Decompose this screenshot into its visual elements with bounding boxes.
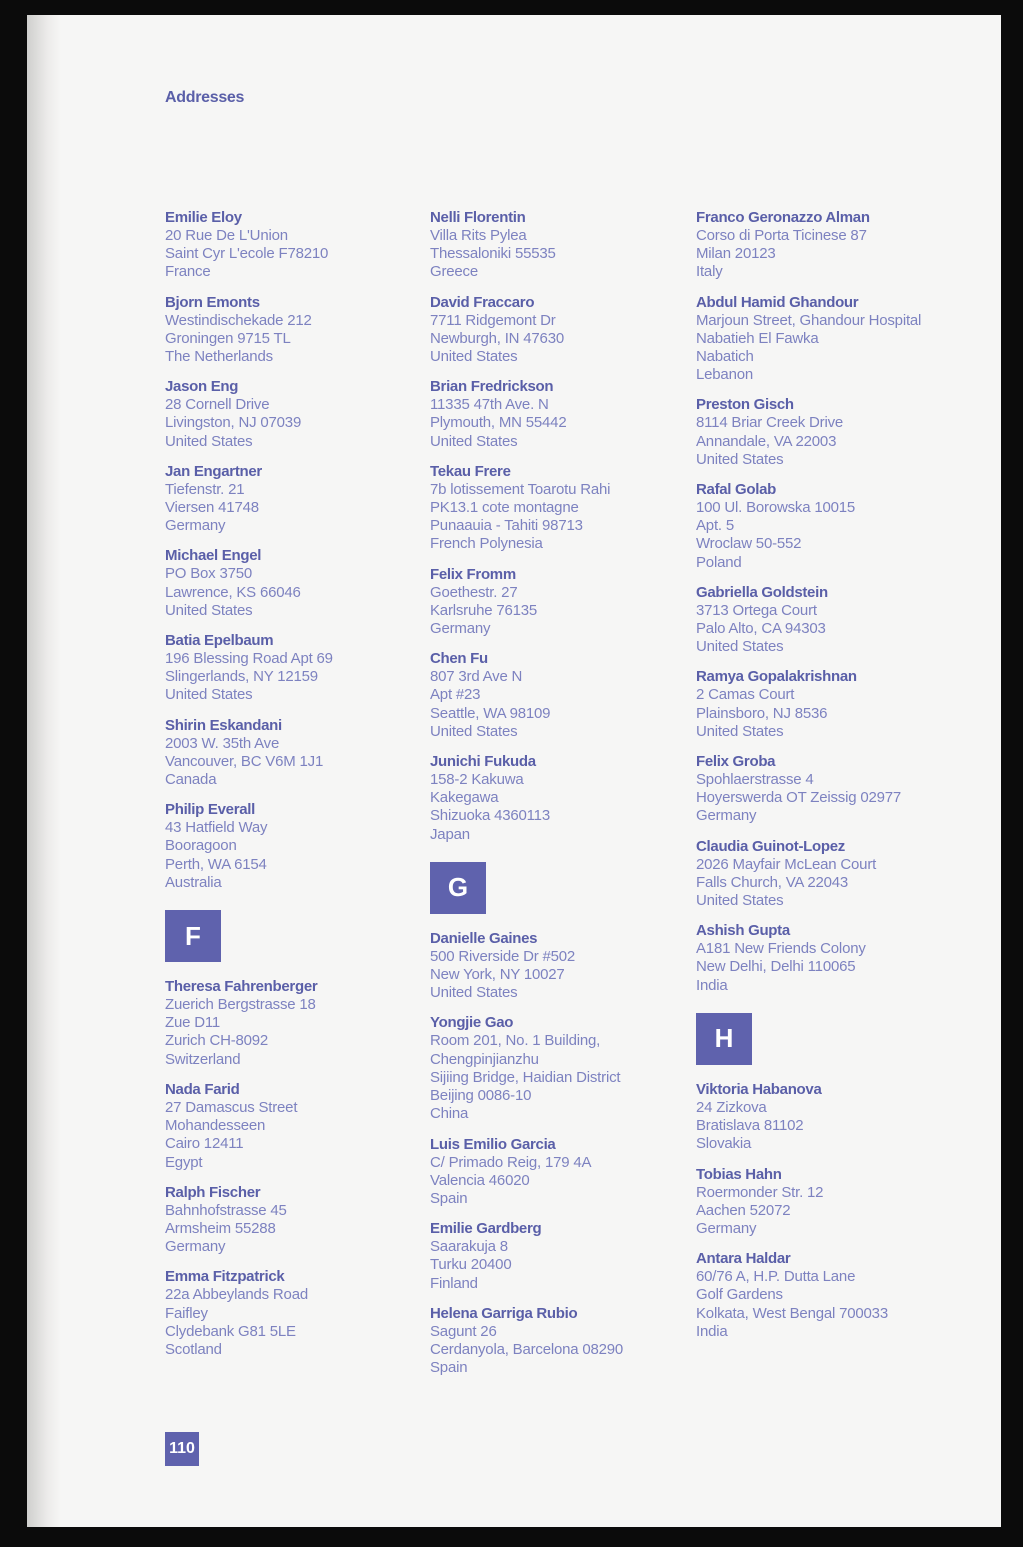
contact-name: Luis Emilio Garcia [430, 1135, 556, 1153]
contact-name: Jason Eng [165, 378, 239, 396]
address-line: Valencia 46020 [430, 1171, 530, 1189]
address-line: 11335 47th Ave. N [430, 396, 549, 414]
address-line: 43 Hatfield Way [165, 819, 268, 837]
contact-name: Ramya Gopalakrishnan [696, 668, 857, 686]
address-line: Bratislava 81102 [696, 1117, 804, 1135]
address-line: Sijiing Bridge, Haidian District [430, 1068, 621, 1086]
address-line: Germany [696, 1219, 757, 1237]
address-line: Bahnhofstrasse 45 [165, 1201, 287, 1219]
contact-name: Emilie Gardberg [430, 1220, 542, 1238]
address-line: Switzerland [165, 1050, 241, 1068]
address-line: China [430, 1105, 469, 1123]
address-line: Annandale, VA 22003 [696, 432, 837, 450]
address-line: 807 3rd Ave N [430, 668, 523, 686]
address-line: Apt #23 [430, 686, 481, 704]
address-line: Zurich CH-8092 [165, 1032, 269, 1050]
address-line: Goethestr. 27 [430, 583, 518, 601]
address-line: Faifley [165, 1304, 208, 1322]
contact-name: Jan Engartner [165, 462, 262, 480]
section-letter: G [430, 862, 486, 914]
address-entry [165, 209, 425, 282]
address-line: Italy [696, 263, 723, 281]
address-line: A181 New Friends Colony [696, 940, 866, 958]
address-line: Slingerlands, NY 12159 [165, 668, 318, 686]
address-entry [430, 1220, 690, 1293]
address-entry [430, 1305, 690, 1378]
contact-name: Franco Geronazzo Alman [696, 209, 870, 226]
address-line: Sagunt 26 [430, 1322, 497, 1340]
section-letter: F [165, 910, 221, 962]
contact-name: Nada Farid [165, 1080, 240, 1098]
address-line: Falls Church, VA 22043 [696, 873, 849, 891]
address-line: Turku 20400 [430, 1256, 512, 1274]
address-line: Shizuoka 4360113 [430, 807, 550, 825]
contact-name: Nelli Florentin [430, 209, 526, 226]
address-line: United States [430, 722, 518, 740]
address-line: 2026 Mayfair McLean Court [696, 855, 877, 873]
address-column-3 [696, 209, 956, 1353]
address-entry [696, 481, 956, 572]
address-line: PK13.1 cote montagne [430, 499, 579, 517]
address-entry [430, 1014, 690, 1123]
address-line: Wroclaw 50-552 [696, 535, 802, 553]
contact-name: Shirin Eskandani [165, 716, 282, 734]
address-line: Greece [430, 263, 478, 281]
address-line: United States [696, 450, 784, 468]
address-line: 20 Rue De L'Union [165, 227, 288, 244]
address-line: United States [430, 432, 518, 450]
address-line: 3713 Ortega Court [696, 601, 817, 619]
address-line: Punaauia - Tahiti 98713 [430, 517, 583, 535]
address-line: Japan [430, 825, 470, 843]
address-line: Slovakia [696, 1135, 752, 1153]
contact-name: Michael Engel [165, 547, 262, 565]
address-line: 158-2 Kakuwa [430, 771, 524, 789]
address-line: Roermonder Str. 12 [696, 1183, 824, 1201]
address-line: Spohlaerstrasse 4 [696, 771, 814, 789]
address-line: 28 Cornell Drive [165, 396, 270, 414]
address-line: Booragoon [165, 837, 237, 855]
address-entry [430, 930, 690, 1003]
address-line: United States [696, 638, 784, 656]
address-line: Egypt [165, 1153, 203, 1171]
address-line: Germany [165, 517, 226, 535]
contact-name: Ralph Fischer [165, 1183, 261, 1201]
address-entry [165, 1268, 425, 1359]
address-line: Clydebank G81 5LE [165, 1322, 296, 1340]
contact-name: Philip Everall [165, 801, 256, 819]
address-line: Plymouth, MN 55442 [430, 414, 567, 432]
address-line: 100 Ul. Borowska 10015 [696, 499, 856, 517]
address-line: Germany [165, 1238, 226, 1256]
address-line: United States [165, 432, 253, 450]
address-entry [165, 378, 425, 451]
contact-name: Batia Epelbaum [165, 632, 274, 650]
address-entry [165, 547, 425, 620]
address-line: United States [696, 722, 784, 740]
address-entry [430, 294, 690, 367]
contact-name: Emma Fitzpatrick [165, 1268, 285, 1286]
contact-name: Tekau Frere [430, 462, 511, 480]
contact-name: Claudia Guinot-Lopez [696, 837, 845, 855]
address-line: Westindischekade 212 [165, 311, 312, 329]
address-line: United States [165, 686, 253, 704]
contact-name: Yongjie Gao [430, 1014, 514, 1032]
address-line: Germany [696, 807, 757, 825]
address-line: India [696, 1322, 728, 1340]
address-line: Vancouver, BC V6M 1J1 [165, 752, 324, 770]
address-line: Cerdanyola, Barcelona 08290 [430, 1340, 624, 1358]
address-line: 500 Riverside Dr #502 [430, 947, 576, 965]
page-header: Addresses [165, 89, 245, 106]
address-entry [696, 1166, 956, 1239]
address-line: Palo Alto, CA 94303 [696, 620, 826, 638]
book-page [27, 15, 1001, 1527]
address-line: Groningen 9715 TL [165, 329, 291, 347]
contact-name: Preston Gisch [696, 396, 794, 414]
address-line: Aachen 52072 [696, 1201, 791, 1219]
address-entry [696, 922, 956, 995]
address-entry [430, 753, 690, 844]
address-line: New York, NY 10027 [430, 966, 565, 984]
contact-name: Chen Fu [430, 650, 488, 668]
address-line: India [696, 976, 728, 994]
address-entry [696, 838, 956, 911]
address-line: Spain [430, 1189, 468, 1207]
contact-name: Tobias Hahn [696, 1165, 782, 1183]
address-line: Hoyerswerda OT Zeissig 02977 [696, 789, 902, 807]
address-entry [430, 209, 690, 282]
address-entry [430, 1136, 690, 1209]
section-letter: H [696, 1013, 752, 1065]
address-line: 27 Damascus Street [165, 1098, 298, 1116]
address-line: C/ Primado Reig, 179 4A [430, 1153, 592, 1171]
address-line: Plainsboro, NJ 8536 [696, 704, 828, 722]
address-line: 22a Abbeylands Road [165, 1286, 308, 1304]
address-line: Scotland [165, 1340, 222, 1358]
address-line: United States [696, 892, 784, 910]
address-entry [430, 378, 690, 451]
address-line: Viersen 41748 [165, 499, 259, 517]
address-line: Canada [165, 771, 217, 789]
address-line: Corso di Porta Ticinese 87 [696, 227, 867, 244]
address-line: 8114 Briar Creek Drive [696, 414, 844, 432]
contact-name: Bjorn Emonts [165, 293, 260, 311]
address-entry [430, 463, 690, 554]
address-entry [165, 1081, 425, 1172]
address-entry [430, 566, 690, 639]
address-line: Spain [430, 1359, 468, 1377]
address-line: Thessaloniki 55535 [430, 245, 556, 263]
address-line: United States [430, 984, 518, 1002]
address-line: Finland [430, 1274, 478, 1292]
contact-name: Felix Groba [696, 753, 776, 771]
contact-name: Ashish Gupta [696, 922, 790, 940]
address-entry [165, 978, 425, 1069]
address-line: Apt. 5 [696, 517, 734, 535]
page-number: 110 [165, 1432, 199, 1466]
address-line: Cairo 12411 [165, 1135, 244, 1153]
address-entry [696, 668, 956, 741]
address-entry [430, 650, 690, 741]
address-line: Mohandesseen [165, 1117, 266, 1135]
address-entry [696, 396, 956, 469]
address-line: 196 Blessing Road Apt 69 [165, 650, 333, 668]
address-line: 7b lotissement Toarotu Rahi [430, 480, 611, 498]
address-line: Villa Rits Pylea [430, 227, 527, 244]
address-line: Milan 20123 [696, 245, 776, 263]
address-entry [165, 294, 425, 367]
contact-name: Abdul Hamid Ghandour [696, 293, 859, 311]
address-line: Kolkata, West Bengal 700033 [696, 1304, 888, 1322]
address-line: Zue D11 [165, 1014, 221, 1032]
address-line: Marjoun Street, Ghandour Hospital [696, 311, 922, 329]
address-line: Seattle, WA 98109 [430, 704, 551, 722]
address-column-2 [430, 209, 690, 1389]
address-entry [165, 801, 425, 892]
address-line: 2 Camas Court [696, 686, 795, 704]
address-entry [696, 1081, 956, 1154]
address-line: Nabatieh El Fawka [696, 329, 819, 347]
address-line: Perth, WA 6154 [165, 855, 267, 873]
address-line: Tiefenstr. 21 [165, 480, 245, 498]
contact-name: Rafal Golab [696, 481, 777, 499]
address-entry [696, 584, 956, 657]
address-line: Nabatich [696, 348, 754, 366]
address-line: Newburgh, IN 47630 [430, 329, 564, 347]
address-line: Saarakuja 8 [430, 1238, 508, 1256]
contact-name: Antara Haldar [696, 1250, 791, 1268]
address-line: Zuerich Bergstrasse 18 [165, 996, 316, 1014]
address-line: The Netherlands [165, 348, 273, 366]
address-line: Lawrence, KS 66046 [165, 583, 301, 601]
contact-name: Felix Fromm [430, 565, 516, 583]
address-line: 24 Zizkova [696, 1098, 767, 1116]
contact-name: Junichi Fukuda [430, 753, 536, 771]
address-line: France [165, 263, 211, 281]
address-line: New Delhi, Delhi 110065 [696, 958, 856, 976]
address-line: Armsheim 55288 [165, 1219, 276, 1237]
address-column-1 [165, 209, 425, 1371]
address-entry [696, 294, 956, 385]
address-entry [696, 1250, 956, 1341]
contact-name: Emilie Eloy [165, 209, 242, 226]
address-line: 60/76 A, H.P. Dutta Lane [696, 1268, 856, 1286]
address-entry [165, 463, 425, 536]
contact-name: Brian Fredrickson [430, 378, 554, 396]
address-line: French Polynesia [430, 535, 543, 553]
contact-name: Theresa Fahrenberger [165, 978, 318, 996]
address-line: Chengpinjianzhu [430, 1050, 539, 1068]
contact-name: Danielle Gaines [430, 929, 538, 947]
address-line: PO Box 3750 [165, 565, 253, 583]
address-line: Poland [696, 553, 742, 571]
contact-name: Helena Garriga Rubio [430, 1304, 578, 1322]
contact-name: Gabriella Goldstein [696, 583, 828, 601]
contact-name: David Fraccaro [430, 293, 535, 311]
address-line: Golf Gardens [696, 1286, 783, 1304]
address-entry [165, 1184, 425, 1257]
address-line: 7711 Ridgemont Dr [430, 311, 556, 329]
address-line: United States [165, 601, 253, 619]
address-line: Room 201, No. 1 Building, [430, 1032, 601, 1050]
address-entry [165, 717, 425, 790]
contact-name: Viktoria Habanova [696, 1080, 822, 1098]
address-line: Saint Cyr L'ecole F78210 [165, 245, 329, 263]
address-entry [165, 632, 425, 705]
address-entry [696, 753, 956, 826]
address-line: Germany [430, 620, 491, 638]
address-line: 2003 W. 35th Ave [165, 734, 280, 752]
address-line: United States [430, 348, 518, 366]
address-line: Lebanon [696, 366, 753, 384]
address-line: Kakegawa [430, 789, 499, 807]
address-line: Karlsruhe 76135 [430, 601, 538, 619]
address-line: Australia [165, 873, 222, 891]
address-entry [696, 209, 956, 282]
address-line: Beijing 0086-10 [430, 1087, 532, 1105]
address-line: Livingston, NJ 07039 [165, 414, 302, 432]
